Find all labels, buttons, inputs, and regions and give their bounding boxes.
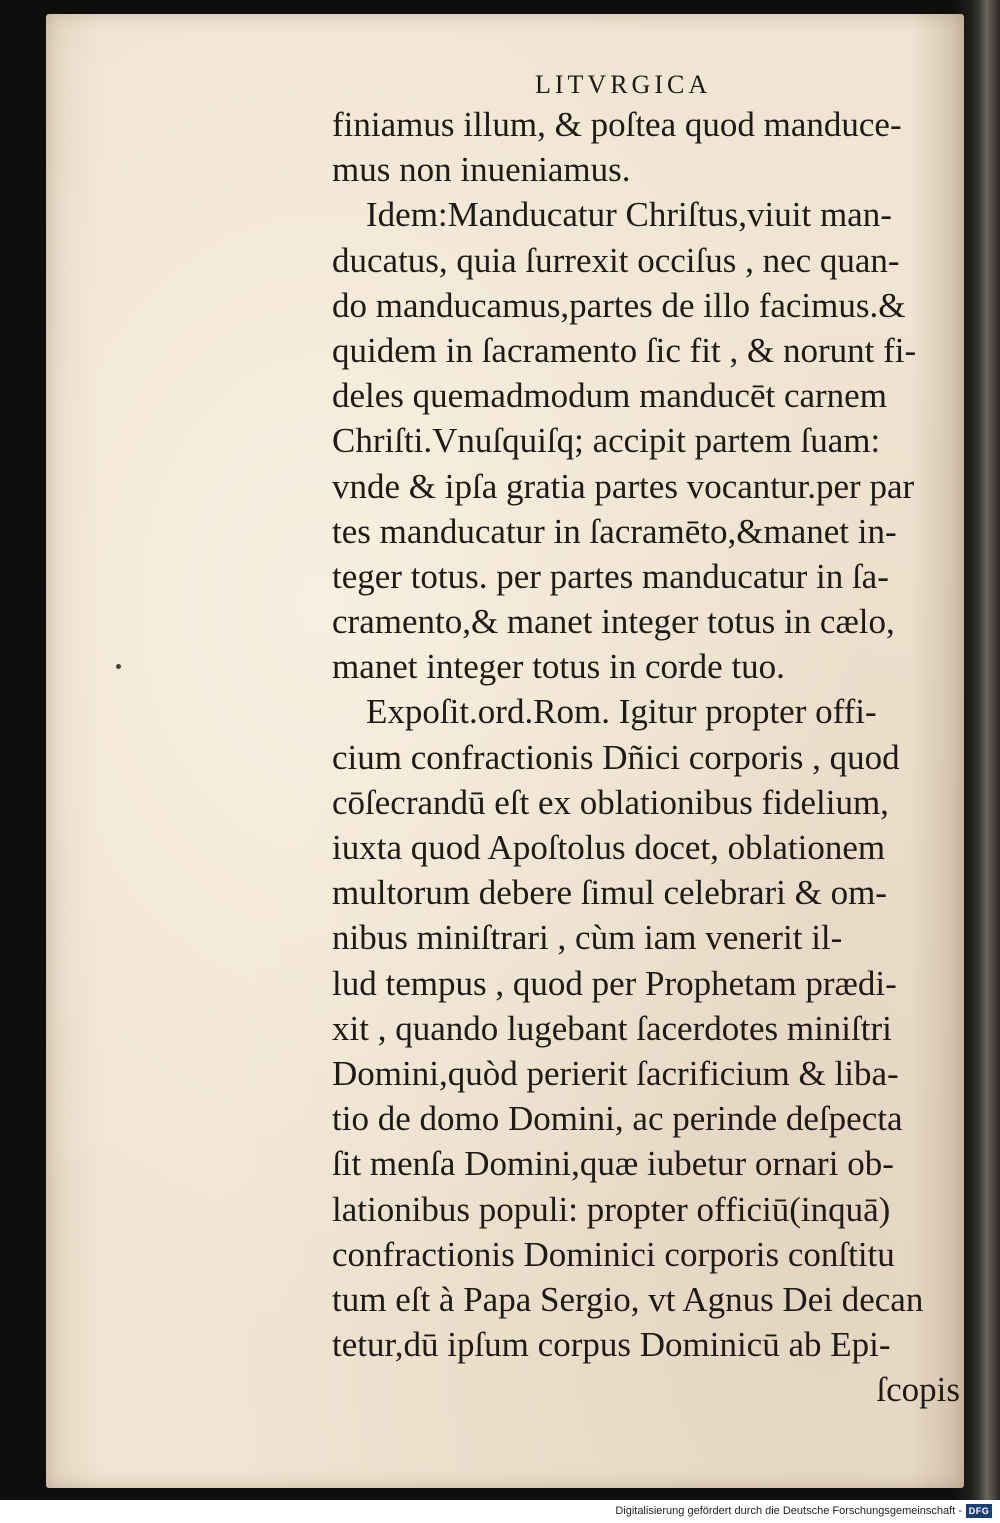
text-line: lud tempus , quod per Prophetam prædi- [332, 963, 897, 1003]
text-line: confractionis Dominici corporis conſtitu [332, 1234, 895, 1274]
text-line: tio de domo Domini, ac perinde deſpecta [332, 1099, 903, 1139]
text-line: cium confractionis Dñici corporis , quod [332, 737, 900, 777]
text-line: iuxta quod Apoſtolus docet, oblationem [332, 828, 886, 867]
text-block [332, 102, 972, 1412]
text-line: ſit menſa Domini,quæ iubetur ornari ob- [332, 1144, 894, 1184]
text-line: nibus miniſtrari , cùm iam venerit il- [332, 918, 843, 958]
ink-speck [116, 664, 121, 669]
dfg-logo: DFG [966, 1504, 992, 1518]
text-line: tes manducatur in ſacramēto,&manet in- [332, 511, 897, 551]
text-line: Chriſti.Vnuſquiſq; accipit partem ſuam: [332, 421, 881, 461]
text-line: Domini,quòd perierit ſacrificium & liba- [332, 1053, 899, 1093]
text-line: vnde & ipſa gratia partes vocantur.per par [332, 466, 915, 506]
text-line: teger totus. per partes manducatur in ſa- [332, 556, 889, 596]
text-line: do manducamus,partes de illo facimus.& [332, 285, 906, 325]
text-line: tum eſt à Papa Sergio, vt Agnus Dei decan [332, 1279, 924, 1319]
text-line: Idem:Manducatur Chriſtus,viuit man- [366, 195, 892, 235]
text-line: deles quemadmodum manducēt carnem [332, 376, 887, 416]
text-line: Expoſit.ord.Rom. Igitur propter offi- [366, 692, 877, 732]
text-line: cramento,& manet integer totus in cælo, [332, 602, 895, 642]
text-line: xit , quando lugebant ſacerdotes miniſtri [332, 1008, 892, 1048]
text-line: manet integer totus in corde tuo. [332, 647, 785, 687]
text-line: lationibus populi: propter officiū(inquā) [332, 1189, 891, 1229]
text-line: cōſecrandū eſt ex oblationibus fidelium, [332, 782, 889, 822]
footer-credit: Digitalisierung gefördert durch die Deutsche Forschungsgemeinschaft - [615, 1505, 962, 1517]
text-line: tetur,dū ipſum corpus Dominicū ab Epi- [332, 1325, 891, 1365]
text-line: mus non inueniamus. [332, 150, 631, 190]
text-line: quidem in ſacramento ſic fit , & norunt fi- [332, 330, 917, 370]
text-line: ducatus, quia ſurrexit occiſus , nec quan- [332, 240, 900, 280]
running-head: LITVRGICA [535, 70, 712, 99]
text-line: finiamus illum, & poſtea quod manduce- [332, 105, 902, 144]
catchword: ſcopis [876, 1370, 960, 1410]
text-line: multorum debere ſimul celebrari & om- [332, 873, 887, 913]
